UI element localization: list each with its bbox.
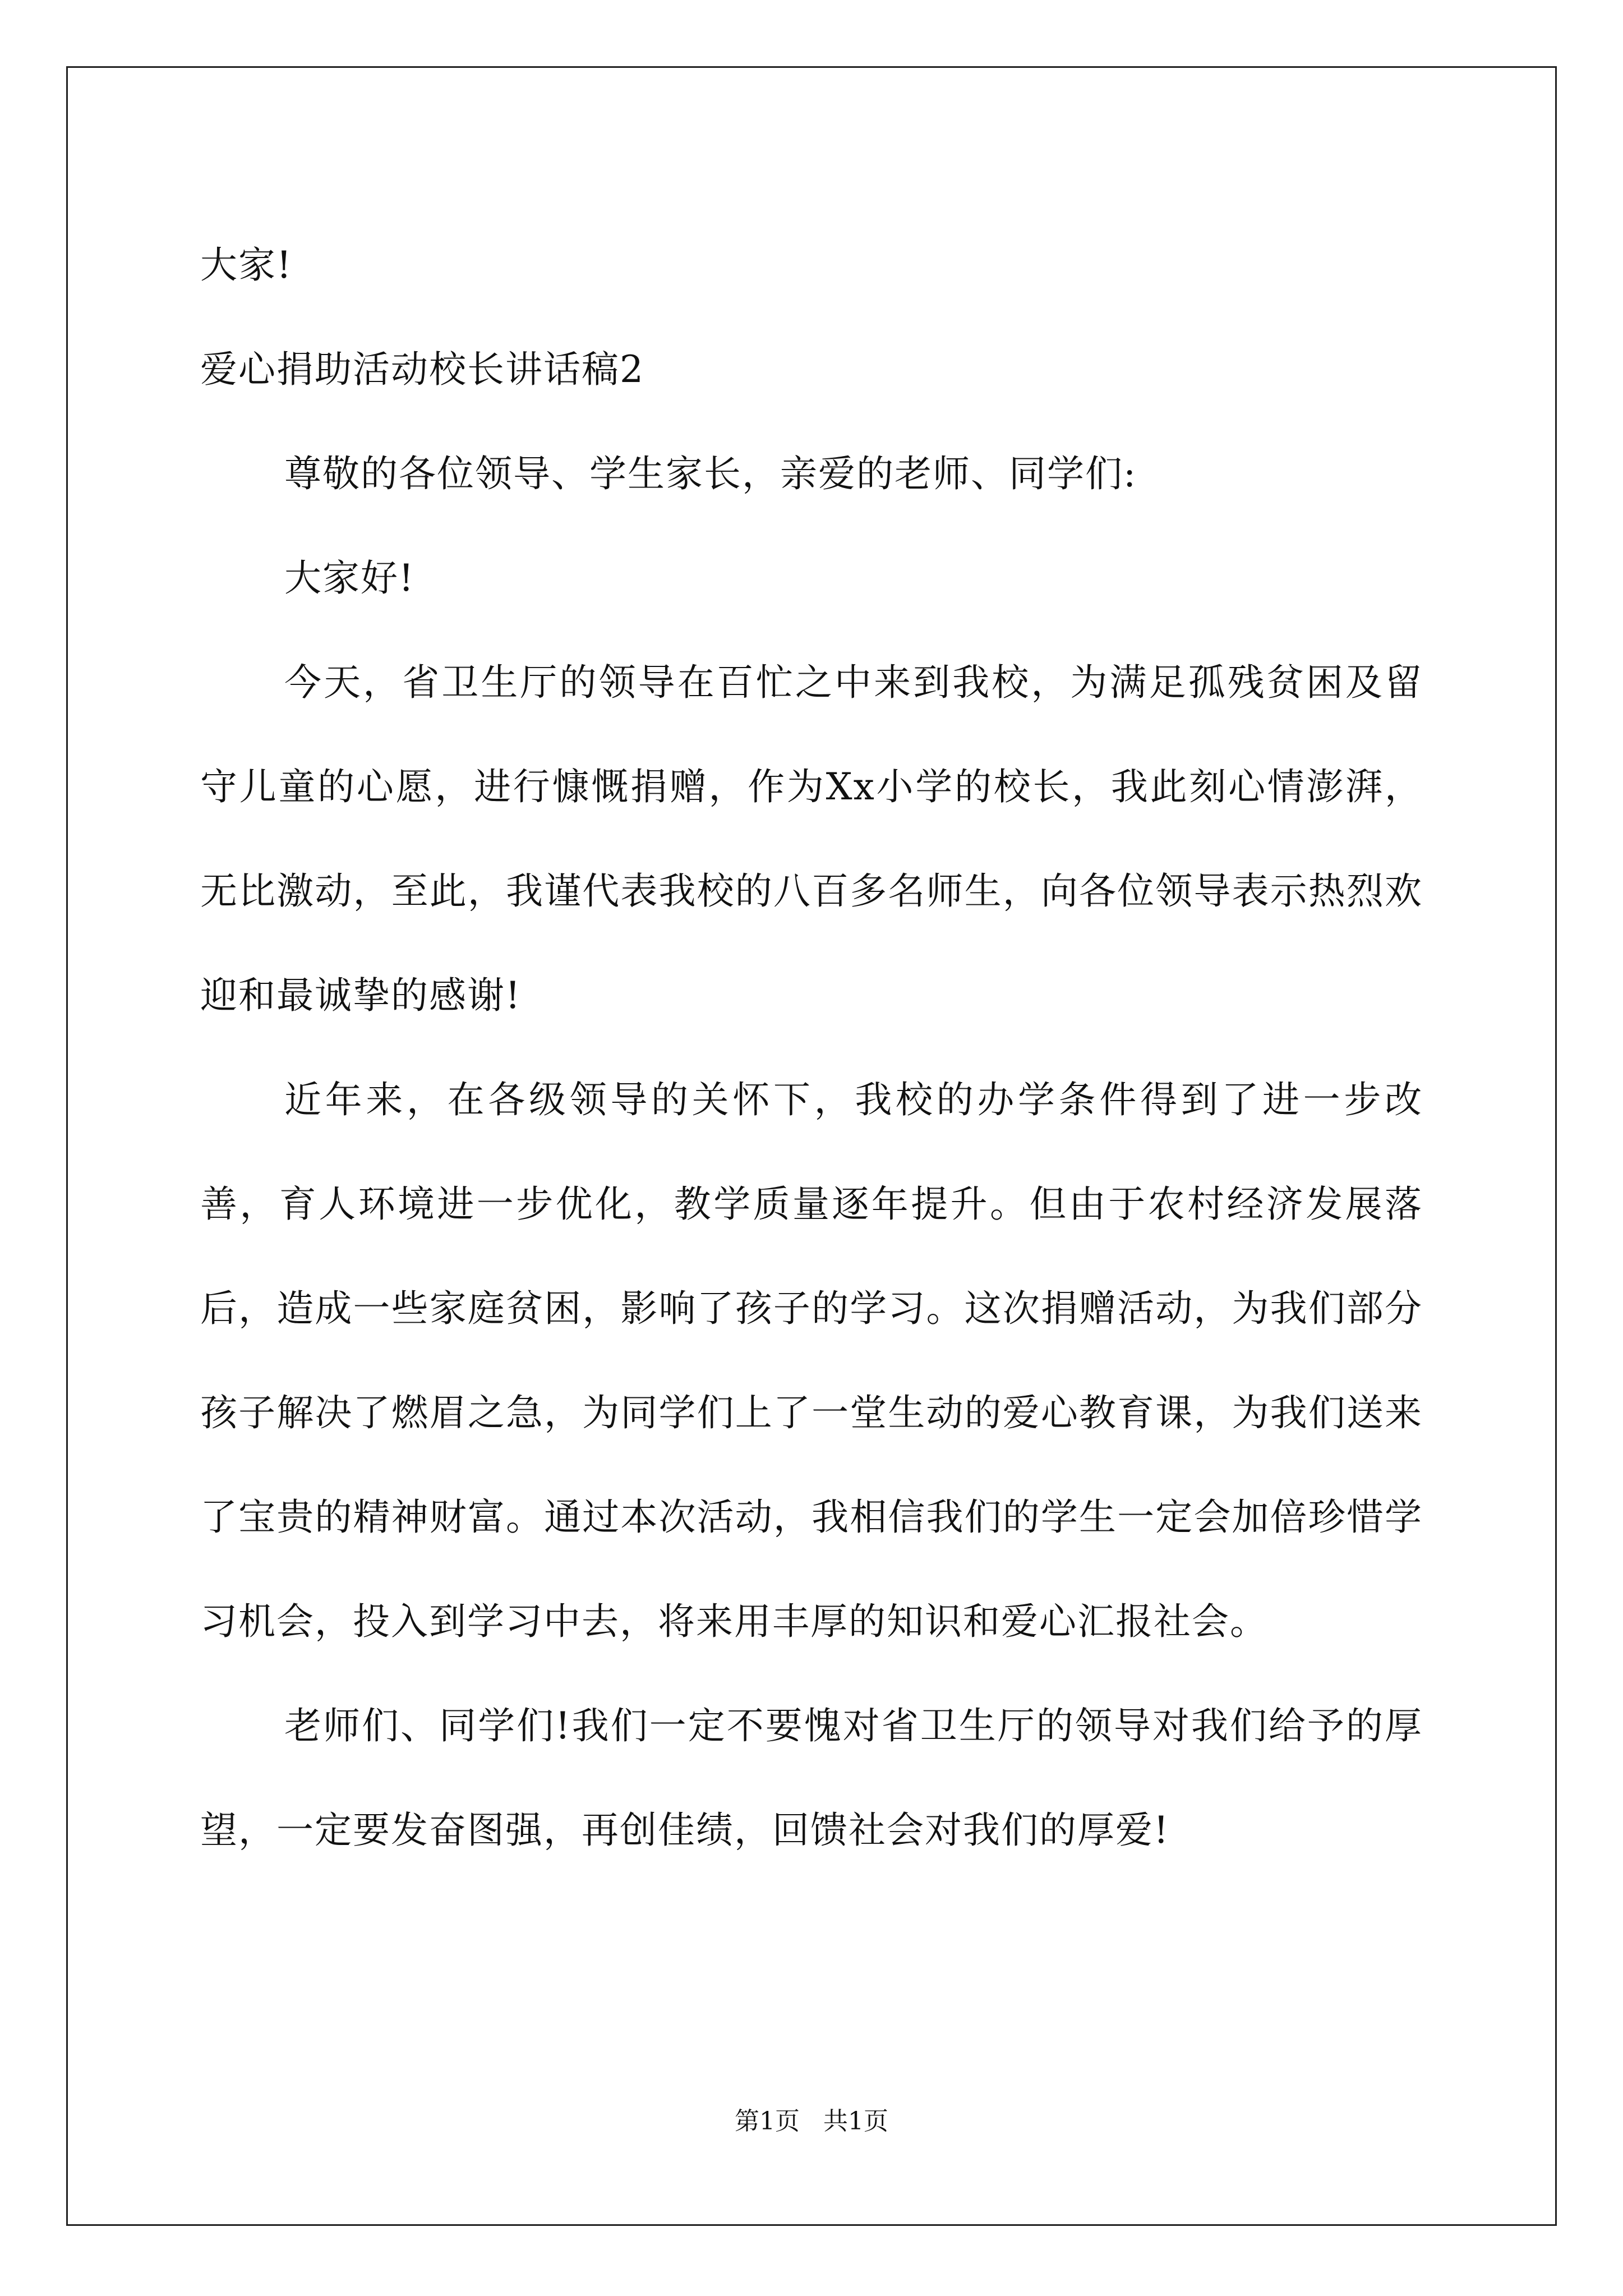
paragraph-1: 今天，省卫生厅的领导在百忙之中来到我校，为满足孤残贫困及留守儿童的心愿，进行慷慨捐赠，作为Xx小学的校长，我此刻心情澎湃，无比激动，至此，我谨代表我校的八百多名师生，向各位领导表示热烈欢迎和最诚挚的感谢! — [200, 661, 1423, 1017]
paragraph-3: 老师们、同学们!我们一定不要愧对省卫生厅的领导对我们给予的厚望，一定要发奋图强，再创佳绩，回馈社会对我们的厚爱! — [200, 1704, 1423, 1852]
greeting: 大家好! — [284, 556, 415, 600]
closing-line: 大家! — [200, 243, 293, 287]
document-title: 爱心捐助活动校长讲话稿2 — [200, 348, 644, 391]
document-body — [200, 213, 1423, 1883]
page-footer: 第1页 共1页 — [735, 2107, 888, 2136]
paragraph-2: 近年来，在各级领导的关怀下，我校的办学条件得到了进一步改善，育人环境进一步优化，教学质量逐年提升。但由于农村经济发展落后，造成一些家庭贫困，影响了孩子的学习。这次捐赠活动，为我们部分孩子解决了燃眉之急，为同学们上了一堂生动的爱心教育课，为我们送来了宝贵的精神财富。通过本次活动，我相信我们的学生一定会加倍珍惜学习机会，投入到学习中去，将来用丰厚的知识和爱心汇报社会。 — [200, 1078, 1423, 1643]
salutation: 尊敬的各位领导、学生家长，亲爱的老师、同学们: — [284, 452, 1137, 495]
